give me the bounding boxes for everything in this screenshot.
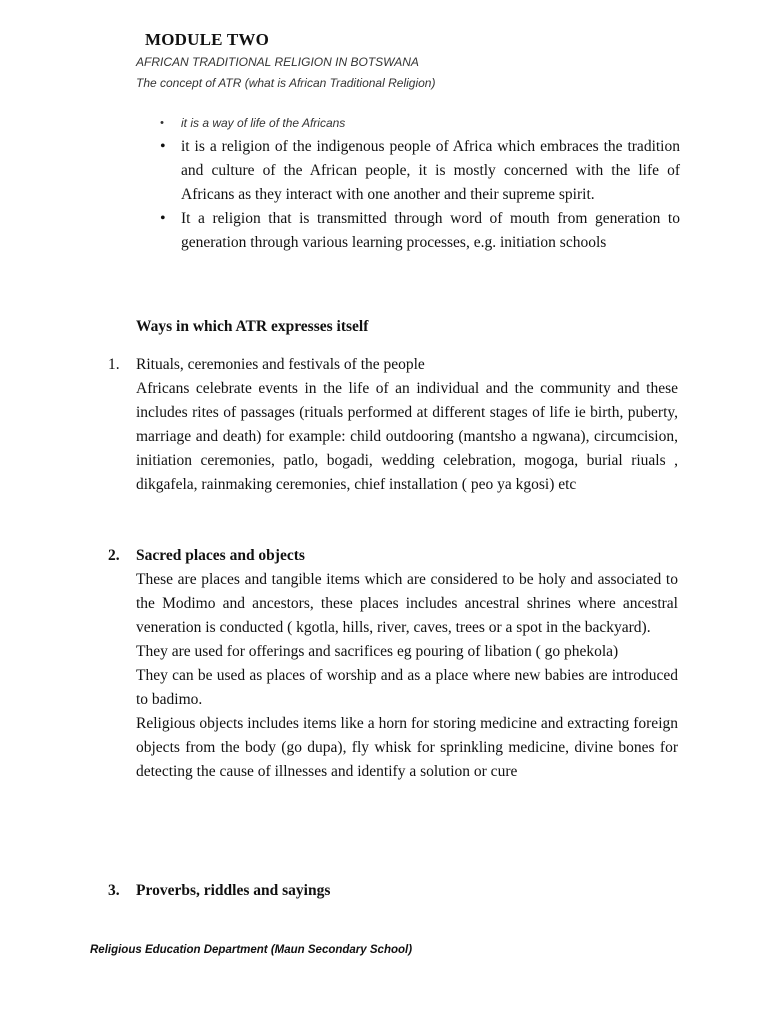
section-proverbs [108,879,678,903]
page-footer: Religious Education Department (Maun Secondary School) [90,944,413,956]
bullet-icon: • [160,117,164,129]
section-title: Proverbs, riddles and sayings [136,882,331,899]
concept-bullet-list [160,114,680,255]
bullet-icon: • [160,138,166,155]
section-number: 2. [108,547,120,564]
concept-subtitle: The concept of ATR (what is African Traditional Religion) [136,76,436,90]
section-paragraph: They can be used as places of worship and as a place where new babies are introduced to badimo. [136,667,678,708]
bullet-item [160,207,680,255]
bullet-icon: • [160,210,166,227]
bullet-item [160,114,680,132]
section-paragraph: Africans celebrate events in the life of an individual and the community and these includes rites of passages (rituals performed at different stages of life ie birth, puberty, marriage and death) for example: child outdooring (mantsho a ngwana), circumcision, initiation ceremonies, patlo, bogadi, wedding celebration, mogoga, burial riuals , dikgafela, rainmaking ceremonies, chief installation ( peo ya kgosi) etc [136,380,678,493]
section-paragraph: These are places and tangible items which are considered to be holy and associated to the Modimo and ancestors, these places includes ancestral shrines where ancestral veneration is conducted ( kgotla, hills, river, caves, trees or a spot in the backyard). [136,571,678,636]
module-subtitle: AFRICAN TRADITIONAL RELIGION IN BOTSWANA [136,55,419,69]
section-title: Sacred places and objects [136,547,305,564]
ways-heading: Ways in which ATR expresses itself [136,318,369,335]
section-title: Rituals, ceremonies and festivals of the people [136,356,425,373]
module-title: MODULE TWO [145,30,270,49]
section-sacred-places [108,544,678,784]
section-paragraph: They are used for offerings and sacrifices eg pouring of libation ( go phekola) [136,643,619,660]
bullet-text: it is a way of life of the Africans [181,116,346,130]
bullet-text: it is a religion of the indigenous people of Africa which embraces the tradition and culture of the African people, it is mostly concerned with the life of Africans as they interact with one another and their supreme spirit. [181,138,680,203]
section-number: 3. [108,882,120,899]
bullet-item [160,135,680,207]
section-paragraph: Religious objects includes items like a horn for storing medicine and extracting foreign objects from the body (go dupa), fly whisk for sprinkling medicine, divine bones for detecting the cause of illnesses and identify a solution or cure [136,715,678,780]
section-number: 1. [108,356,120,373]
bullet-text: It a religion that is transmitted through word of mouth from generation to generation through various learning processes, e.g. initiation schools [181,210,680,251]
section-rituals [108,353,678,497]
